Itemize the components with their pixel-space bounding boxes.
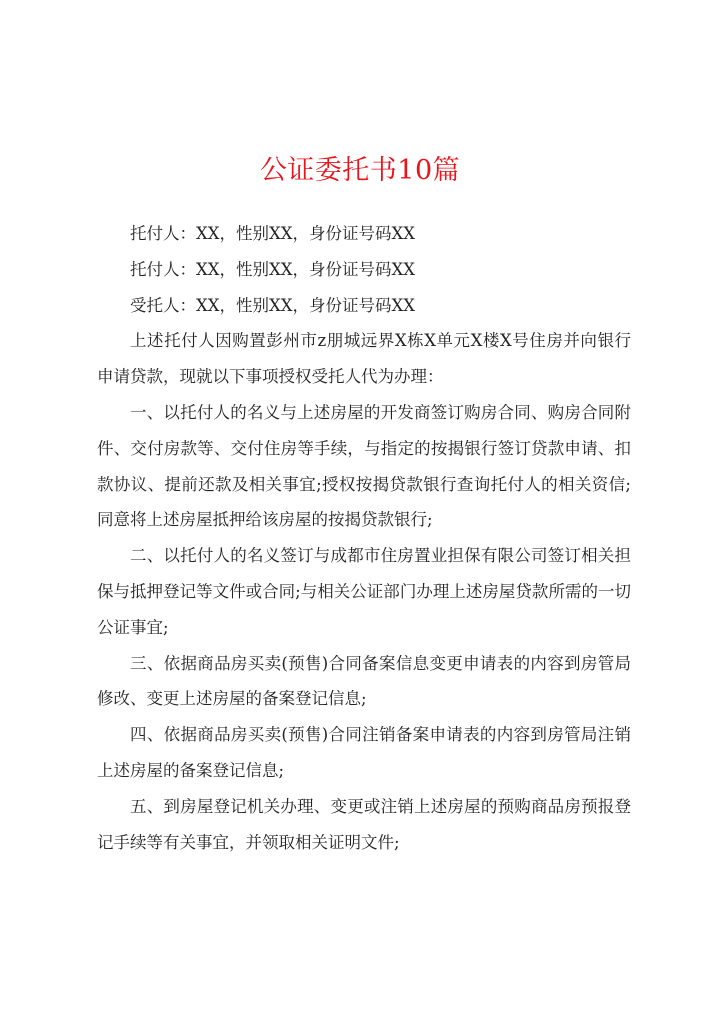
paragraph-principal-2: 托付人：XX，性别XX，身份证号码XX [130, 259, 415, 279]
paragraph-agent: 受托人：XX，性别XX，身份证号码XX [130, 295, 415, 315]
paragraph-item-5: 五、到房屋登记机关办理、变更或注销上述房屋的预购商品房预报登记手续等有关事宜，并领取相关证明文件; [97, 796, 631, 852]
paragraph-item-1: 一、以托付人的名义与上述房屋的开发商签订购房合同、购房合同附件、交付房款等、交付住房等手续，与指定的按揭银行签订贷款申请、扣款协议、提前还款及相关事宜;授权按揭贷款银行查询托付人的相关资信;同意将上述房屋抵押给该房屋的按揭贷款银行; [97, 402, 631, 530]
paragraph-item-3: 三、依据商品房买卖(预售)合同备案信息变更申请表的内容到房管局修改、变更上述房屋的备案登记信息; [97, 653, 631, 709]
paragraph-purpose: 上述托付人因购置彭州市z朋城远界X栋X单元X楼X号住房并向银行申请贷款，现就以下事项授权受托人代为办理： [97, 331, 631, 387]
paragraph-principal-1: 托付人：XX，性别XX，身份证号码XX [130, 224, 415, 243]
document-body [97, 216, 631, 860]
document-title: 公证委托书10篇 [259, 155, 461, 186]
paragraph-item-4: 四、依据商品房买卖(预售)合同注销备案申请表的内容到房管局注销上述房屋的备案登记信息; [97, 725, 631, 780]
paragraph-item-2: 二、以托付人的名义签订与成都市住房置业担保有限公司签订相关担保与抵押登记等文件或合同;与相关公证部门办理上述房屋贷款所需的一切公证事宜; [97, 546, 631, 637]
